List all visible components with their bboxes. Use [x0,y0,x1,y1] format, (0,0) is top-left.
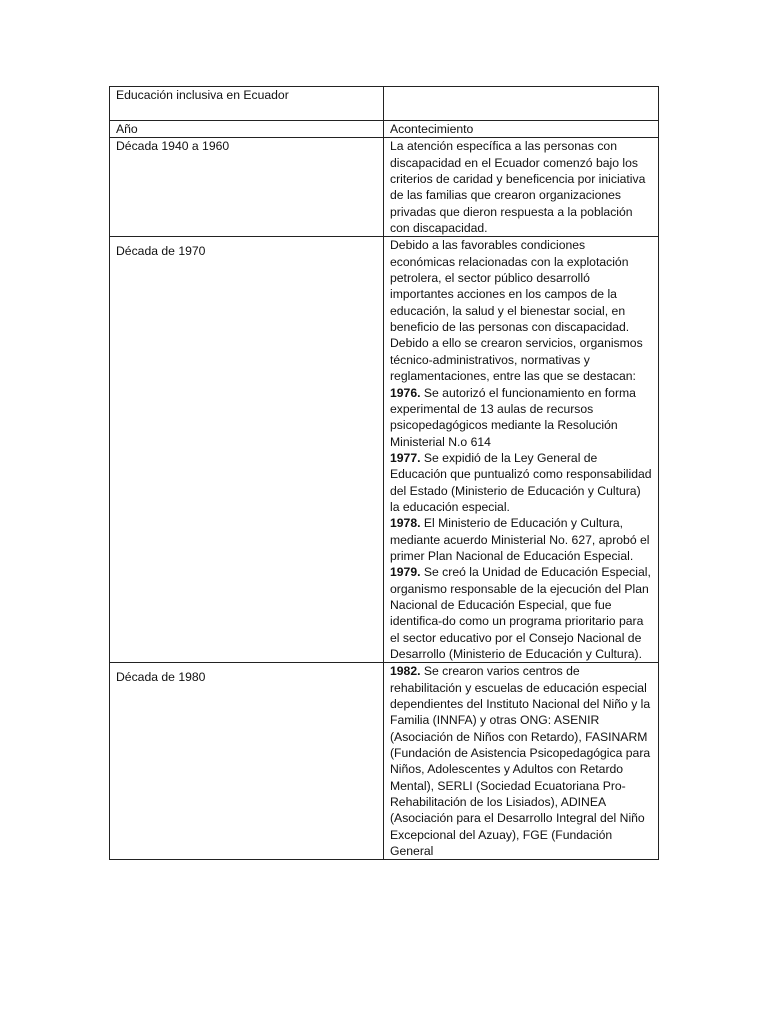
period-cell [110,663,384,860]
table-row [110,237,659,663]
event-cell [384,237,659,663]
event-entry [390,663,652,859]
period-label: Década de 1970 [116,244,206,259]
empty-title-cell [384,87,659,121]
events-table [109,86,659,860]
event-entry [390,515,652,564]
period-label: Década de 1980 [116,670,206,685]
event-year: 1977. [390,450,421,465]
event-text: Se expidió de la Ley General de Educación que puntualizó como responsabilidad del Estado (Ministerio de Educación y Cultura) la educación especial. [390,450,652,514]
table-title: Educación inclusiva en Ecuador [110,87,384,121]
event-intro: Debido a las favorables condiciones económicas relacionadas con la explotación petrolera, el sector público desarrolló importantes acciones en los campos de la educación, la salud y el bienestar social, en beneficio de las personas con discapacidad. Debido a ello se crearon servicios, organismos técnico-administrativos, normativas y reglamentaciones, entre las que se destacan: [390,238,643,384]
period-cell: Década 1940 a 1960 [110,138,384,237]
event-entry [390,564,652,662]
event-text: Se crearon varios centros de rehabilitación y escuelas de educación especial dependientes del Instituto Nacional del Niño y la Familia (INNFA) y otras ONG: ASENIR (Asociación de Niños con Retardo), FASINARM (Fundación de Asistencia Psicopedagógica para Niños, Adolescentes y Adultos con Retardo Mental), SERLI (Sociedad Ecuatoriana Pro-Rehabilitación de los Lisiados), ADINEA (Asociación para el Desarrollo Integral del Niño Excepcional del Azuay), FGE (Fundación General [390,664,651,859]
table-row [110,663,659,860]
event-year: 1979. [390,565,421,580]
table-header-row [110,121,659,138]
event-text: Se autorizó el funcionamiento en forma experimental de 13 aulas de recursos psicopedagógicos mediante la Resolución Ministerial N.o 614 [390,385,636,449]
table-title-row [110,87,659,121]
year-header: Año [110,121,384,138]
event-year: 1976. [390,385,421,400]
event-header: Acontecimiento [384,121,659,138]
event-entry [390,385,652,450]
table-row [110,138,659,237]
event-year: 1982. [390,664,421,679]
event-text: El Ministerio de Educación y Cultura, mediante acuerdo Ministerial No. 627, aprobó el primer Plan Nacional de Educación Especial. [390,516,650,563]
event-year: 1978. [390,516,421,531]
event-cell: La atención específica a las personas con discapacidad en el Ecuador comenzó bajo los criterios de caridad y beneficencia por iniciativa de las familias que crearon organizaciones privadas que dieron respuesta a la población con discapacidad. [384,138,659,237]
period-cell [110,237,384,663]
event-entry [390,450,652,515]
event-cell [384,663,659,860]
event-text: Se creó la Unidad de Educación Especial, organismo responsable de la ejecución del Plan Nacional de Educación Especial, que fue identifica-do como un programa prioritario para el sector educativo por el Consejo Nacional de Desarrollo (Ministerio de Educación y Cultura). [390,565,651,661]
